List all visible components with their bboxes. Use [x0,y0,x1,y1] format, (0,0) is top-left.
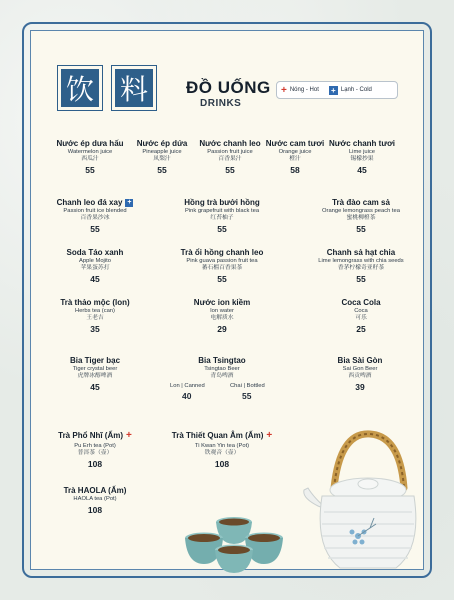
menu-item [328,139,396,176]
menu-item [54,430,136,470]
item-english: Pink guava passion fruit tea [186,258,258,264]
item-english: Ion water [210,308,234,314]
item-chinese: 电解质水 [210,315,234,322]
item-chinese: 百香果沙冰 [80,215,110,222]
teapot-illustration [300,428,426,578]
item-name [54,430,136,443]
menu-item [170,430,274,470]
item-chinese: 虎牌冰醇啤酒 [77,373,113,380]
item-chinese: 蕃石榴百香果茶 [201,265,243,272]
item-name-text: Trà Thiết Quan Âm (Ấm) [171,431,264,440]
item-english: Ti Kwan Yin tea (Pot) [194,442,250,449]
item-chinese: 青岛啤酒 [210,373,234,380]
item-price: 35 [90,324,100,335]
item-price: 55 [217,274,227,285]
menu-item [264,139,326,176]
can-label: Lon | Canned [170,383,205,389]
item-english: Pink grapefruit with black tea [184,208,260,214]
legend-hot-label: Nóng - Hot [289,87,319,93]
item-english: Coca [354,308,368,314]
item-chinese: 西贡啤酒 [348,373,372,380]
item-english: Tsingtao Beer [204,366,240,372]
menu-item [194,139,266,176]
item-english: Apple Mojito [79,258,111,264]
item-name: Bia Tiger bạc [69,356,121,365]
item-name: Trà đào cam sả [332,198,390,207]
item-english: Lime lemongrass with chia seeds [318,258,404,264]
item-chinese: 锡檬抄果 [350,156,374,163]
item-name: Trà ổi hồng chanh leo [180,248,264,257]
item-chinese: 铁观音（壶） [204,449,240,456]
item-price: 55 [90,224,100,235]
menu-item [54,198,136,235]
temperature-legend [276,81,398,99]
item-name: Nước cam tươi [265,139,325,148]
item-name: Chanh sả hạt chia [326,248,396,257]
menu-item [170,356,274,380]
menu-item [54,298,136,335]
can-price: 40 [182,391,192,401]
bottle-label: Chai | Bottled [230,383,265,389]
teacups-illustration [176,510,296,574]
item-english: Watermelon juice [67,149,113,155]
page-subtitle: DRINKS [200,98,242,109]
item-price: 29 [217,324,227,335]
item-name: Soda Táo xanh [66,248,124,257]
item-english: Orange lemongrass peach tea [322,208,400,214]
menu-item [54,486,136,516]
item-english: Herbs tea (can) [75,308,115,314]
item-name: Nước ion kiềm [193,298,251,307]
item-name-text: Trà Phổ Nhĩ (Ấm) [58,431,124,440]
item-name: Nước ép dứa [136,139,188,148]
item-chinese: 凤梨汁 [153,156,171,163]
hot-cross-icon: + [126,430,132,441]
item-name: Nước chanh tươi [328,139,396,148]
item-price: 25 [356,324,366,335]
item-name: Bia Tsingtao [198,356,246,365]
hot-cross-icon: + [281,84,287,96]
menu-item [54,356,136,393]
item-english: Lime juice [348,149,376,155]
menu-item [310,248,412,285]
item-price: 45 [357,165,367,176]
menu-item [54,248,136,285]
logo-char-1: 饮 [58,66,102,110]
item-name: Nước ép dưa hấu [56,139,124,148]
menu-item [310,298,412,335]
item-name: Trà HAOLA (Ấm) [63,486,127,495]
item-chinese: 橙汁 [289,156,301,163]
item-english: Sai Gon Beer [342,366,378,372]
item-english: HAOLA tea (Pot) [73,496,117,502]
item-price: 55 [217,224,227,235]
item-english: Passion fruit juice [207,149,253,155]
item-price: 108 [87,505,103,516]
item-name-text: Chanh leo đá xay [56,198,123,207]
menu-item [170,248,274,285]
menu-item [50,139,130,176]
menu-item [134,139,190,176]
item-chinese: 苹果蛋苏打 [80,265,110,272]
item-chinese: 王老吉 [86,315,104,322]
item-price: 108 [214,458,230,469]
item-price: 55 [85,165,95,176]
item-english: Pineapple juice [142,149,182,155]
cold-cross-icon: + [329,86,338,95]
item-price: 45 [90,274,100,285]
item-price: 55 [157,165,167,176]
item-chinese: 可乐 [355,315,367,322]
item-chinese: 百香果汁 [218,156,242,163]
item-name: Coca Cola [341,298,381,307]
item-english: Orange juice [278,149,312,155]
cold-cross-icon: + [127,198,132,206]
menu-item [170,298,274,335]
item-name: Bia Sài Gòn [337,356,383,365]
item-chinese: 红苔柚子 [210,215,234,222]
item-name [170,430,274,443]
item-price: 108 [87,458,103,469]
hot-cross-icon: + [266,430,273,441]
item-name: Trà thảo mộc (lon) [60,298,130,307]
item-chinese: 普洱茶（壶） [77,449,113,456]
legend-cold-label: Lạnh - Cold [340,87,372,93]
page-title: ĐỒ UỐNG [186,78,271,97]
menu-item [318,356,402,393]
item-english: Tiger crystal beer [72,366,118,372]
item-chinese: 蜜桃柳橙茶 [346,215,376,222]
item-name: Hồng trà bưởi hồng [184,198,260,207]
item-price: 58 [290,165,300,176]
item-name: Nước chanh leo [199,139,261,148]
bottle-price: 55 [242,391,252,401]
item-price: 55 [356,274,366,285]
item-name [54,198,136,208]
item-price: 55 [356,224,366,235]
item-price: 55 [225,165,235,176]
menu-item [170,198,274,235]
item-chinese: 香茅柠檬奇亚籽茶 [337,265,385,272]
item-chinese: 西瓜汁 [81,156,99,163]
item-price: 45 [90,382,100,393]
item-price: 39 [355,382,365,393]
logo-char-2: 料 [112,66,156,110]
menu-item [310,198,412,235]
item-english: Passion fruit ice blended [63,208,127,214]
item-english: Pu Erh tea (Pot) [74,442,116,449]
